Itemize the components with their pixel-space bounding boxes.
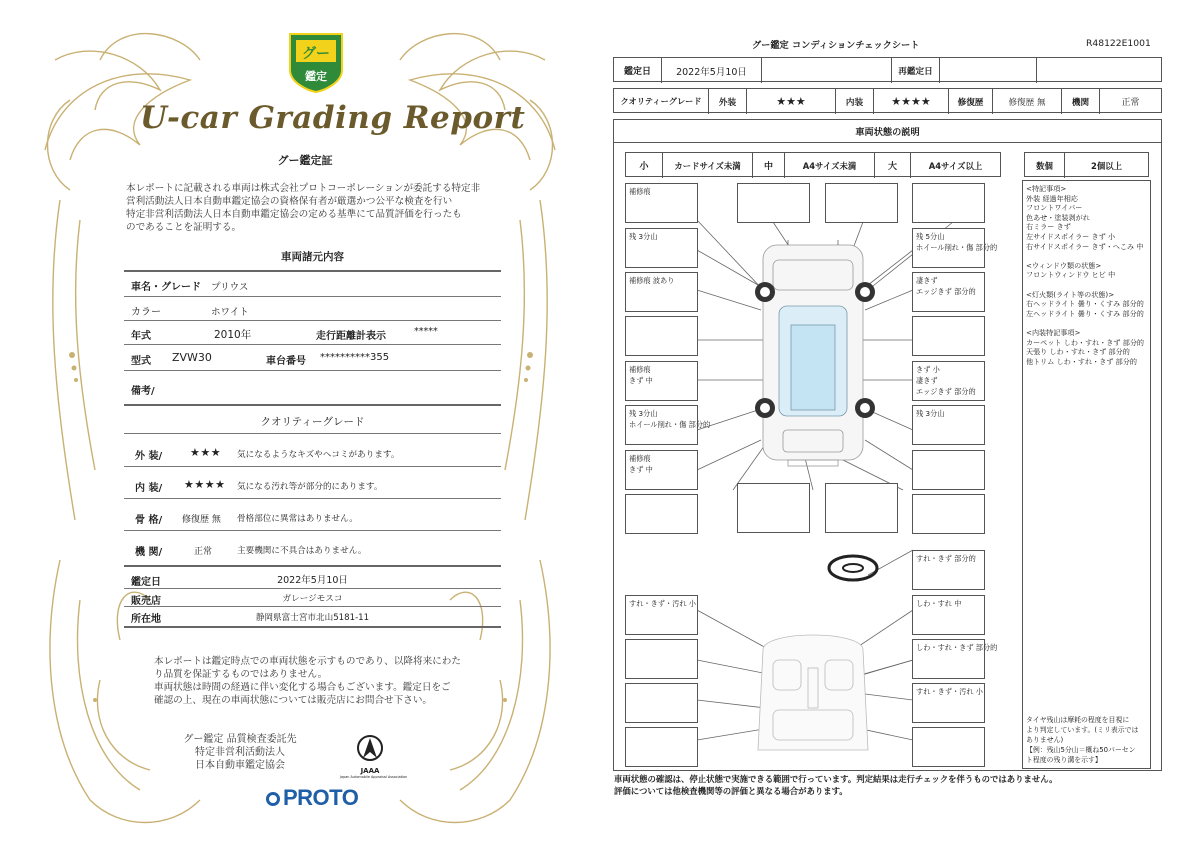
type-label: 型式 bbox=[131, 356, 151, 367]
quality-label: クオリティーグレード bbox=[614, 89, 709, 114]
type-value: ZVW30 bbox=[172, 351, 212, 364]
intro-line: 営利活動法人日本自動車鑑定協会の資格保有者が厳選かつ公平な検査を行い bbox=[126, 196, 453, 207]
callout-ir2 bbox=[912, 639, 998, 679]
size-legend bbox=[625, 152, 1001, 177]
callout-text: すれ・きず・汚れ 小 bbox=[916, 687, 983, 696]
grade-desc-interior: 気になる汚れ等が部分的にあります。 bbox=[237, 482, 383, 492]
issuer-line: 日本自動車鑑定協会 bbox=[195, 760, 285, 771]
specs-title: 車両諸元内容 bbox=[281, 251, 344, 263]
divider bbox=[124, 320, 501, 321]
note-line: フロントウィンドウ ヒビ 中 bbox=[1026, 270, 1116, 280]
note-line bbox=[1026, 318, 1147, 328]
grade-desc-engine: 主要機関に不具合はありません。 bbox=[237, 546, 367, 556]
condition-title: 車両状態の説明 bbox=[855, 127, 920, 138]
callout-text: 残 3分山 bbox=[629, 409, 658, 418]
jaaa-text: JAAA bbox=[360, 767, 380, 775]
divider bbox=[124, 588, 501, 589]
footer-line-2: 評価については他検査機関等の評価と異なる場合があります。 bbox=[614, 786, 848, 796]
intro-line: 特定非営利活動法人日本自動車鑑定協会の定める基準にて品質評価を行ったも bbox=[126, 209, 462, 220]
callout-l4 bbox=[625, 361, 698, 401]
callout-text: エッジきず 部分的 bbox=[916, 387, 976, 396]
callout-r4 bbox=[912, 361, 985, 401]
year-label: 年式 bbox=[131, 331, 151, 342]
callout-text: 残 5分山 bbox=[916, 232, 945, 241]
intro-line: のであることを証明する。 bbox=[126, 222, 242, 233]
callout-a3 bbox=[825, 183, 898, 223]
issuer-line: 特定非営利活動法人 bbox=[195, 747, 285, 758]
note-line: <内装特記事項> bbox=[1026, 327, 1081, 337]
proto-logo-text: PROTO bbox=[283, 785, 359, 810]
tire-note-line: 【例：残山5分山＝概ね50パーセン bbox=[1026, 746, 1136, 754]
size-large-label: 大 bbox=[875, 153, 911, 178]
callout-text: きず 小 bbox=[916, 365, 940, 374]
disclaimer-line: り品質を保証するものではありません。 bbox=[154, 669, 328, 680]
grade-label-exterior: 外 装/ bbox=[135, 451, 163, 462]
grade-label-engine: 機 関/ bbox=[135, 547, 163, 558]
divider bbox=[124, 433, 501, 434]
callout-r3 bbox=[912, 316, 985, 356]
appraisal-date-label: 鑑定日 bbox=[131, 577, 161, 588]
model-value: プリウス bbox=[211, 282, 249, 293]
count-label: 数個 bbox=[1025, 153, 1065, 178]
callout-a4 bbox=[912, 183, 985, 223]
callout-r1 bbox=[912, 228, 998, 268]
grade-value-frame: 修復歴 無 bbox=[182, 515, 221, 525]
remarks-label: 備考/ bbox=[131, 386, 155, 397]
issuer-line: グー鑑定 品質検査委託先 bbox=[183, 734, 297, 745]
footer-line-1: 車両状態の確認は、停止状態で実施できる範囲で行っています。判定結果は走行チェックを伴うものではありません。 bbox=[614, 774, 1058, 784]
date-value: 2022年5月10日 bbox=[662, 58, 762, 83]
callout-ir3 bbox=[912, 683, 985, 723]
quality-grade-row bbox=[613, 88, 1162, 113]
callout-b3 bbox=[825, 483, 898, 533]
note-line: 右ミラー きず bbox=[1026, 222, 1071, 232]
tire-note-line: ありません) bbox=[1026, 736, 1064, 744]
callout-a2 bbox=[737, 183, 810, 223]
callout-l6 bbox=[625, 450, 698, 490]
date-label: 鑑定日 bbox=[614, 58, 662, 83]
note-line: 外装 経過年相応 bbox=[1026, 193, 1078, 203]
engine-value: 正常 bbox=[1121, 98, 1140, 108]
mileage-label: 走行距離計表示 bbox=[316, 331, 386, 342]
exterior-label: 外装 bbox=[709, 89, 747, 114]
goo-appraisal-badge bbox=[286, 30, 346, 94]
callout-text: エッジきず 部分的 bbox=[916, 287, 976, 296]
certificate-subtitle: グー鑑定証 bbox=[277, 154, 333, 167]
date-row bbox=[613, 57, 1162, 82]
issuer-block bbox=[180, 733, 300, 772]
sheet-title: グー鑑定 コンディションチェックシート bbox=[752, 40, 920, 51]
size-small-value: カードサイズ未満 bbox=[663, 153, 753, 178]
divider bbox=[124, 404, 501, 406]
tire-note bbox=[1026, 715, 1150, 765]
jaaa-logo bbox=[340, 733, 408, 779]
callout-text: ホイール削れ・傷 部分的 bbox=[916, 243, 998, 252]
tire-note-line: タイヤ残山は摩耗の程度を目視に bbox=[1026, 716, 1130, 724]
intro-line: 本レポートに記載される車両は株式会社プロトコーポレーションが委託する特定非 bbox=[126, 183, 481, 194]
note-line: 色あせ・塗装剥がれ bbox=[1026, 212, 1090, 222]
repair-label: 修復歴 bbox=[949, 89, 993, 114]
jaaa-caption: Japan Automobile Appraisal Association bbox=[340, 775, 408, 779]
divider bbox=[124, 565, 501, 567]
model-label: 車名・グレード bbox=[131, 282, 201, 293]
note-line: フロントワイパー bbox=[1026, 203, 1083, 213]
exterior-stars: ★★★ bbox=[747, 89, 836, 114]
color-label: カラー bbox=[131, 307, 161, 318]
callout-text: しわ・すれ 中 bbox=[916, 599, 962, 608]
reappraisal-blank bbox=[1037, 58, 1161, 83]
callout-text: すれ・きず 部分的 bbox=[916, 554, 976, 563]
callout-r6 bbox=[912, 450, 985, 490]
size-small-label: 小 bbox=[626, 153, 663, 178]
proto-mark-icon bbox=[266, 792, 280, 806]
callout-text: 補修痕 bbox=[629, 187, 651, 196]
callout-il2 bbox=[625, 639, 698, 679]
chassis-value: **********355 bbox=[320, 352, 390, 363]
chassis-label: 車台番号 bbox=[266, 356, 306, 367]
callout-text: 補修痕 波あり bbox=[629, 276, 675, 285]
reappraisal-label: 再鑑定日 bbox=[892, 58, 940, 83]
callout-text: 凄きず bbox=[916, 276, 938, 285]
tire-note-line: ト程度の残り溝を示す】 bbox=[1026, 756, 1102, 764]
quality-grade-title: クオリティーグレード bbox=[260, 416, 365, 428]
report-title: U-car Grading Report bbox=[140, 100, 526, 136]
color-value: ホワイト bbox=[211, 307, 249, 318]
count-value: 2個以上 bbox=[1091, 160, 1122, 171]
callout-il4 bbox=[625, 727, 698, 767]
intro-paragraph bbox=[126, 182, 506, 234]
divider bbox=[124, 270, 501, 272]
callout-text: きず 中 bbox=[629, 465, 653, 474]
dealer-value: ガレージモスコ bbox=[282, 594, 343, 604]
appraisal-date-value: 2022年5月10日 bbox=[277, 575, 348, 586]
dealer-label: 販売店 bbox=[131, 596, 161, 607]
grade-label-frame: 骨 格/ bbox=[135, 515, 163, 526]
callout-r2 bbox=[912, 272, 985, 312]
year-value: 2010年 bbox=[214, 329, 252, 341]
callout-text: きず 中 bbox=[629, 376, 653, 385]
badge-goo-text: グー bbox=[302, 46, 330, 62]
disclaimer-paragraph bbox=[154, 655, 484, 707]
grade-value-exterior: ★★★ bbox=[190, 446, 222, 459]
note-line: 右サイドスポイラー きず・へこみ 中 bbox=[1026, 241, 1144, 251]
grade-value-interior: ★★★★ bbox=[184, 478, 226, 491]
callout-b4 bbox=[912, 494, 985, 534]
date-blank bbox=[762, 58, 892, 83]
address-label: 所在地 bbox=[131, 614, 161, 625]
tire-note-line: より判定しています。(ミリ表示では bbox=[1026, 726, 1139, 734]
callout-text: しわ・すれ・きず 部分的 bbox=[916, 643, 998, 652]
grade-desc-frame: 骨格部位に異常はありません。 bbox=[237, 514, 358, 524]
callout-text: 残 3分山 bbox=[629, 232, 658, 241]
divider bbox=[124, 498, 501, 499]
callout-text: すれ・きず・汚れ 小 bbox=[629, 599, 696, 608]
note-line: 天張り しわ・すれ・きず 部分的 bbox=[1026, 347, 1130, 357]
repair-value: 修復歴 無 bbox=[993, 89, 1062, 114]
callout-text: 凄きず bbox=[916, 376, 938, 385]
size-medium-label: 中 bbox=[753, 153, 785, 178]
note-line: カーペット しわ・すれ・きず 部分的 bbox=[1026, 337, 1145, 347]
callout-b1 bbox=[625, 494, 698, 534]
callout-r5 bbox=[912, 405, 985, 445]
note-line: 他トリム しわ・すれ・きず 部分的 bbox=[1026, 356, 1137, 366]
note-line: 左ヘッドライト 曇り・くすみ 部分的 bbox=[1026, 308, 1144, 318]
callout-ir1 bbox=[912, 595, 985, 635]
jaaa-emblem-icon bbox=[355, 733, 385, 763]
callout-steering bbox=[912, 550, 985, 590]
note-line bbox=[1026, 251, 1147, 261]
callout-l2 bbox=[625, 272, 698, 312]
callout-l3 bbox=[625, 316, 698, 356]
callout-b2 bbox=[737, 483, 810, 533]
proto-logo bbox=[266, 785, 358, 811]
special-notes-panel bbox=[1022, 180, 1151, 769]
callout-il3 bbox=[625, 683, 698, 723]
disclaimer-line: 確認の上、現在の車両状態については販売店にお問合せ下さい。 bbox=[154, 695, 433, 706]
svg-text:鑑定: 鑑定 bbox=[305, 70, 327, 83]
divider bbox=[124, 296, 501, 297]
interior-stars: ★★★★ bbox=[874, 89, 949, 114]
disclaimer-line: 車両状態は時間の経過に伴い変化する場合もございます。鑑定日をご bbox=[154, 682, 451, 693]
divider bbox=[124, 530, 501, 531]
grade-value-engine: 正常 bbox=[194, 547, 213, 557]
note-line: 右ヘッドライト 曇り・くすみ 部分的 bbox=[1026, 299, 1144, 309]
sheet-code: R48122E1001 bbox=[1086, 38, 1151, 49]
callout-l5 bbox=[625, 405, 711, 445]
disclaimer-line: 本レポートは鑑定時点での車両状態を示すものであり、以降将来にわた bbox=[154, 656, 461, 667]
grade-desc-exterior: 気になるようなキズやヘコミがあります。 bbox=[237, 450, 400, 460]
callout-text: 補修痕 bbox=[629, 365, 651, 374]
callout-l1 bbox=[625, 228, 698, 268]
callout-text: 残 3分山 bbox=[916, 409, 945, 418]
size-large-value: A4サイズ以上 bbox=[928, 160, 983, 171]
divider bbox=[124, 370, 501, 371]
divider bbox=[124, 626, 501, 628]
reappraisal-value bbox=[940, 58, 1037, 83]
steering-wheel-icon bbox=[829, 556, 877, 580]
address-value: 静岡県富士宮市北山5181-11 bbox=[255, 613, 370, 623]
mileage-value: ***** bbox=[414, 326, 438, 337]
size-medium-value: A4サイズ未満 bbox=[785, 153, 875, 178]
engine-label: 機関 bbox=[1062, 89, 1100, 114]
callout-text: 補修痕 bbox=[629, 454, 651, 463]
grade-label-interior: 内 装/ bbox=[135, 483, 163, 494]
callout-il1 bbox=[625, 595, 698, 635]
callout-ir4 bbox=[912, 727, 985, 767]
divider bbox=[124, 344, 501, 345]
count-legend bbox=[1024, 152, 1149, 177]
divider bbox=[124, 606, 501, 607]
note-line bbox=[1026, 280, 1147, 290]
callout-text: ホイール削れ・傷 部分的 bbox=[629, 420, 711, 429]
note-line: <ウィンドウ類の状態> bbox=[1026, 260, 1102, 270]
note-line: 左サイドスポイラー きず 小 bbox=[1026, 231, 1116, 241]
interior-label: 内装 bbox=[836, 89, 874, 114]
note-line: <灯火類(ライト等の状態)> bbox=[1026, 289, 1115, 299]
condition-title-bar bbox=[613, 119, 1162, 143]
note-line: <特記事項> bbox=[1026, 184, 1067, 193]
divider bbox=[124, 466, 501, 467]
callout-a1 bbox=[625, 183, 698, 223]
